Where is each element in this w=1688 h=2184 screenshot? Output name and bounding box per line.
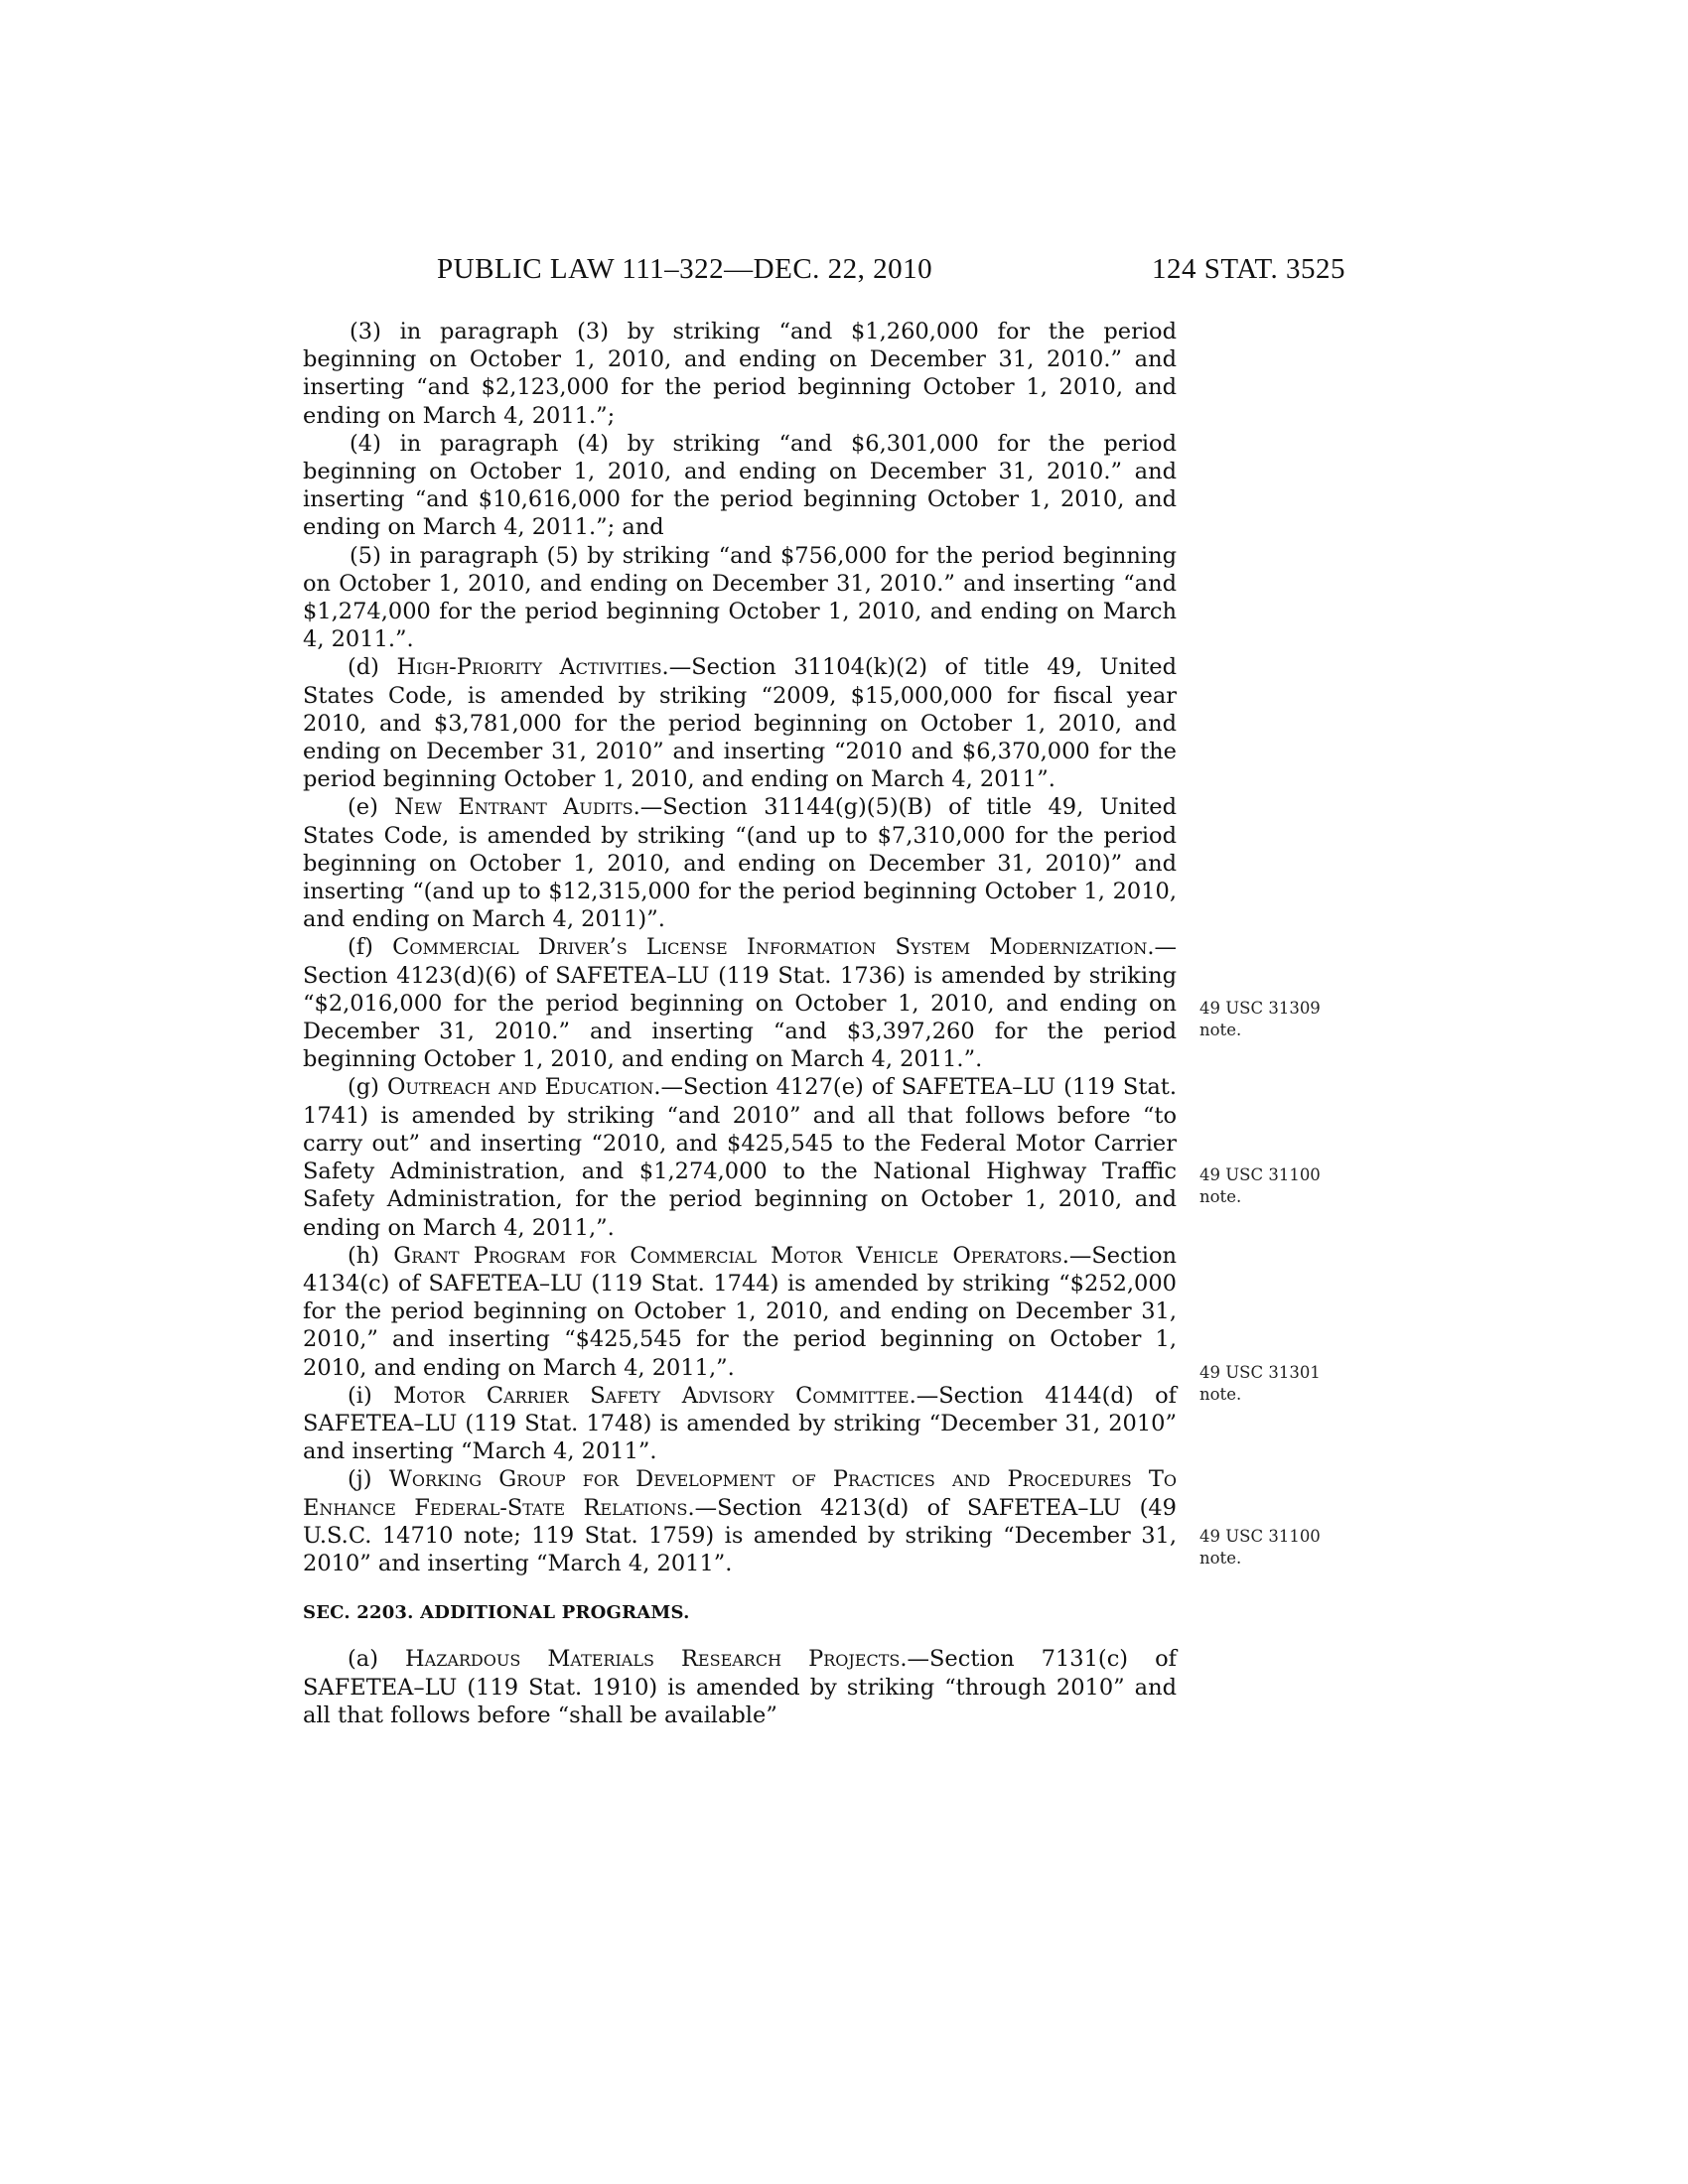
subsection-d — [303, 653, 1177, 793]
margin-note-g — [1199, 1164, 1348, 1208]
paragraph-4: (4) in paragraph (4) by striking “and $6,301,000 for the period beginning on October 1, 2010, and ending on December 31, 2010.” and inserting “and $10,616,000 for the period beginning October 1, 2010, and ending on March 4, 2011.”; and — [303, 430, 1177, 541]
subsection-label: (h) — [348, 1242, 394, 1269]
subsection-i — [303, 1382, 1177, 1466]
margin-note-citation: 49 USC 31301 — [1199, 1363, 1321, 1382]
subsection-text: —Section 31144(g)(5)(B) of title 49, United States Code, is amended by striking “(and up to $7,310,000 for the period beginning on October 1, 2010, and ending on December 31, 2010)” and inserting “(and up to $12,315,000 for the period beginning October 1, 2010, and ending on March 4, 2011)”. — [303, 794, 1178, 933]
statute-page-number: 124 STAT. 3525 — [1152, 253, 1346, 285]
subsection-text: —Section 4134(c) of SAFETEA–LU (119 Stat. 1744) is amended by striking “$252,000 for the period beginning on October 1, 2010, and ending on December 31, 2010,” and inserting “$425,545 for the period beginning on October 1, 2010, and ending on March 4, 2011,”. — [303, 1242, 1177, 1381]
subsection-heading: Working Group for Development of Practices and Procedures To Enhance Federal-State Relations. — [303, 1466, 1177, 1521]
margin-note-suffix: note. — [1199, 1549, 1242, 1568]
subsection-text: —Section 4144(d) of SAFETEA–LU (119 Stat. 1748) is amended by striking “December 31, 2010” and inserting “March 4, 2011”. — [303, 1382, 1178, 1465]
margin-note-suffix: note. — [1199, 1187, 1242, 1206]
subsection-h — [303, 1242, 1177, 1382]
subsection-label: (a) — [348, 1646, 406, 1673]
subsection-label: (g) — [348, 1074, 388, 1101]
subsection-heading: Commercial Driver’s License Information System Modernization. — [392, 934, 1155, 961]
subsection-text: —Section 7131(c) of SAFETEA–LU (119 Stat. 1910) is amended by striking “through 2010” and all that follows before “shall be available” — [303, 1646, 1178, 1728]
subsection-heading: Hazardous Materials Research Projects. — [405, 1646, 908, 1673]
subsection-label: (d) — [348, 654, 397, 681]
subsection-label: (e) — [348, 794, 395, 821]
margin-note-citation: 49 USC 31100 — [1199, 1165, 1321, 1184]
margin-note-citation: 49 USC 31100 — [1199, 1527, 1321, 1546]
subsection-e — [303, 793, 1177, 933]
margin-note-suffix: note. — [1199, 1385, 1242, 1404]
subsection-text: —Section 31104(k)(2) of title 49, United States Code, is amended by striking “2009, $15,000,000 for fiscal year 2010, and $3,781,000 for the period beginning on October 1, 2010, and ending on December 31, 2010” and inserting “2010 and $6,370,000 for the period beginning October 1, 2010, and ending on March 4, 2011”. — [303, 654, 1177, 793]
subsection-text: —Section 4123(d)(6) of SAFETEA–LU (119 Stat. 1736) is amended by striking “$2,016,000 for the period beginning on October 1, 2010, and ending on December 31, 2010.” and inserting “and $3,397,260 for the period beginning October 1, 2010, and ending on March 4, 2011.”. — [303, 934, 1177, 1073]
subsection-heading: High-Priority Activities. — [396, 654, 669, 681]
margin-note-i — [1199, 1526, 1348, 1570]
statute-body — [303, 318, 1177, 1729]
margin-note-h — [1199, 1362, 1348, 1406]
subsection-label: (i) — [348, 1382, 394, 1409]
subsection-f — [303, 933, 1177, 1073]
paragraph-5: (5) in paragraph (5) by striking “and $756,000 for the period beginning on October 1, 2010, and ending on December 31, 2010.” and inserting “and $1,274,000 for the period beginning October 1, 2010, and ending on March 4, 2011.”. — [303, 542, 1177, 653]
margin-note-suffix: note. — [1199, 1021, 1242, 1039]
paragraph-3: (3) in paragraph (3) by striking “and $1,260,000 for the period beginning on October 1, 2010, and ending on December 31, 2010.” and inserting “and $2,123,000 for the period beginning October 1, 2010, and ending on March 4, 2011.”; — [303, 319, 1177, 429]
subsection-heading: Motor Carrier Safety Advisory Committee. — [393, 1382, 916, 1409]
subsection-text: —Section 4127(e) of SAFETEA–LU (119 Stat. 1741) is amended by striking “and 2010” and all that follows before “to carry out” and inserting “2010, and $425,545 to the Federal Motor Carrier Safety Administration, and $1,274,000 to the National Highway Traffic Safety Administration, for the period beginning on October 1, 2010, and ending on March 4, 2011,”. — [303, 1074, 1177, 1241]
page-header — [0, 253, 1688, 293]
running-title: PUBLIC LAW 111–322—DEC. 22, 2010 — [437, 253, 933, 285]
section-heading: SEC. 2203. ADDITIONAL PROGRAMS. — [303, 1602, 690, 1624]
subsection-a — [303, 1645, 1177, 1729]
subsection-heading: Grant Program for Commercial Motor Vehicle Operators. — [393, 1242, 1069, 1269]
subsection-g — [303, 1073, 1177, 1241]
subsection-label: (f) — [348, 934, 393, 961]
subsection-label: (j) — [348, 1466, 389, 1493]
margin-note-f — [1199, 998, 1348, 1041]
subsection-text: —Section 4213(d) of SAFETEA–LU (49 U.S.C. 14710 note; 119 Stat. 1759) is amended by striking “December 31, 2010” and inserting “March 4, 2011”. — [303, 1494, 1177, 1576]
subsection-heading: New Entrant Audits. — [394, 794, 640, 821]
subsection-heading: Outreach and Education. — [387, 1074, 661, 1101]
subsection-j — [303, 1465, 1177, 1577]
margin-note-citation: 49 USC 31309 — [1199, 999, 1321, 1018]
